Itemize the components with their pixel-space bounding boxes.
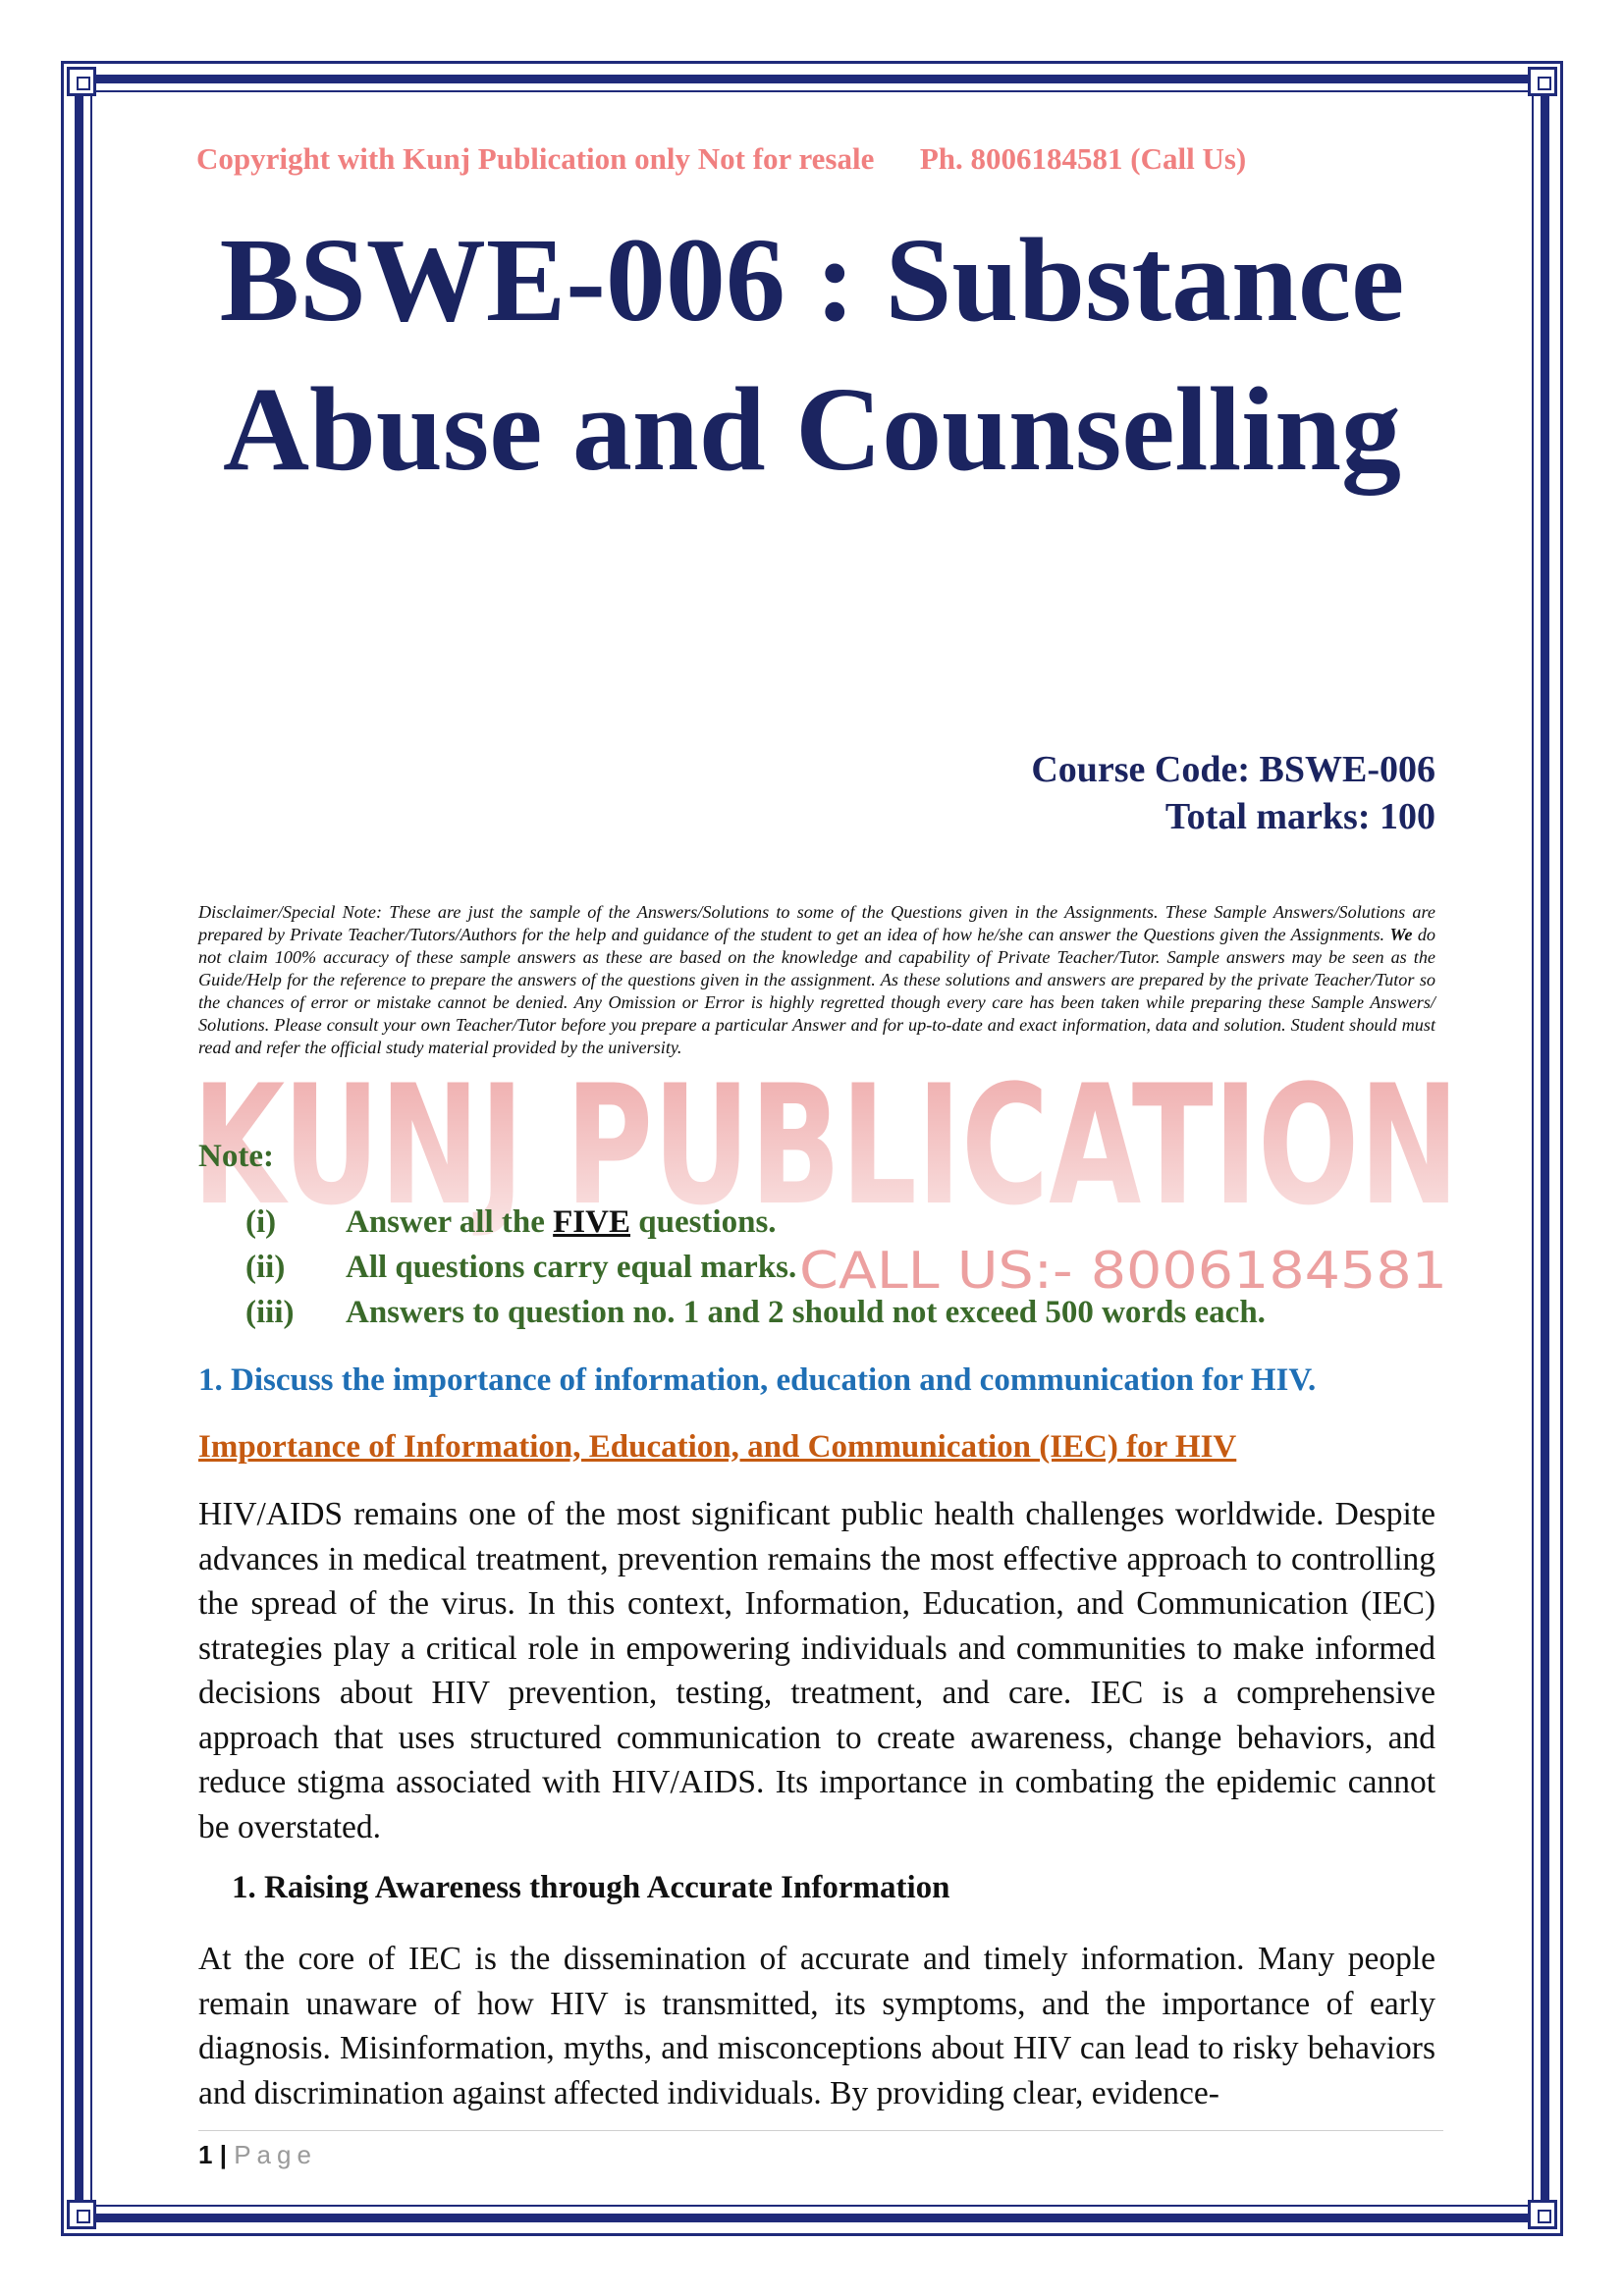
note-item xyxy=(245,1245,1424,1290)
note-list xyxy=(245,1200,1424,1335)
border-corner-ornament xyxy=(1528,67,1557,96)
phone-text: Ph. 8006184581 (Call Us) xyxy=(919,141,1247,176)
note-item-pre: Answer all the xyxy=(346,1204,554,1240)
course-info xyxy=(1031,746,1435,840)
page-footer xyxy=(198,2140,317,2170)
page-number: 1 xyxy=(198,2140,213,2169)
question-1: 1. Discuss the importance of information, education and communication for HIV. xyxy=(198,1362,1317,1398)
copyright-header xyxy=(196,141,1434,177)
total-marks: Total marks: 100 xyxy=(1164,796,1435,837)
answer-paragraph: At the core of IEC is the dissemination of accurate and timely information. Many people remain unaware of how HIV is transmitted, its symptoms, and the importance of early diagnosis. Misinformation, myths, and misconceptions about HIV can lead to risky behaviors and discrimination against affected individuals. By providing clear, evidence- xyxy=(198,1941,1435,2111)
note-item-number: (iii) xyxy=(245,1295,295,1330)
note-item-text xyxy=(346,1200,777,1245)
page-title xyxy=(147,206,1477,505)
border-corner-ornament xyxy=(67,67,96,96)
note-item-text: All questions carry equal marks. xyxy=(346,1250,797,1285)
note-item xyxy=(245,1200,1424,1245)
disclaimer-lead: Disclaimer/Special Note: These are just the sample of the Answers/Solutions to some of the Questions given in the Assignments. These Sample Answers/Solutions are prepared by Private Teacher/Tutors/Authors for the help and guidance of the student to get an idea of how he/she can answer the Questions given the Assignments. xyxy=(198,902,1435,944)
answer-heading: Importance of Information, Education, and Communication (IEC) for HIV xyxy=(198,1429,1237,1465)
note-item-emphasis: FIVE xyxy=(553,1204,630,1240)
watermark-brand: KUNJ PUBLICATION xyxy=(192,1070,1459,1242)
note-label: Note: xyxy=(198,1139,274,1174)
disclaimer-we: We xyxy=(1389,925,1413,944)
note-item-number: (ii) xyxy=(245,1250,286,1285)
disclaimer-rest: do not claim 100% accuracy of these sample answers as these are based on the knowledge and capability of Private Teacher/Tutor. Sample answers may be seen as the Guide/Help for the reference to prepare the answers of the questions given in the assignment. As these solutions and answers are prepared by the private Teacher/Tutor so the chances of error or mistake cannot be denied. Any Omission or Error is highly regretted though every care has been taken while preparing these Sample Answers/ Solutions. Please consult your own Teacher/Tutor before you prepare a particular Answer and for up-to-date and exact information, data and solution. Student should must read and refer the official study material provided by the university. xyxy=(198,925,1436,1057)
disclaimer xyxy=(198,901,1435,1059)
page-separator: | xyxy=(219,2140,227,2169)
note-item-text: Answers to question no. 1 and 2 should not exceed 500 words each. xyxy=(346,1295,1266,1330)
page-word: Page xyxy=(234,2140,317,2169)
answer-subheading: 1. Raising Awareness through Accurate Information xyxy=(232,1870,950,1905)
course-code: Course Code: BSWE-006 xyxy=(1031,749,1435,790)
title-line-2: Abuse and Counselling xyxy=(222,363,1402,496)
note-item-number: (i) xyxy=(245,1204,277,1240)
note-item-post: questions. xyxy=(629,1204,777,1240)
footer-divider xyxy=(198,2130,1443,2131)
copyright-text: Copyright with Kunj Publication only Not for resale xyxy=(196,141,875,176)
title-line-1: BSWE-006 : Substance xyxy=(219,214,1405,347)
note-item xyxy=(245,1290,1424,1335)
answer-paragraph: HIV/AIDS remains one of the most significant public health challenges worldwide. Despite advances in medical treatment, prevention remains the most effective approach to controlling the spread of the virus. In this context, Information, Education, and Communication (IEC) strategies play a critical role in empowering individuals and communities to make informed decisions about HIV prevention, testing, treatment, and care. IEC is a comprehensive approach that uses structured communication to create awareness, change behaviors, and reduce stigma associated with HIV/AIDS. Its importance in combating the epidemic cannot be overstated. xyxy=(198,1496,1435,1845)
watermark-call: CALL US:- 8006184581 xyxy=(799,1242,1447,1301)
border-corner-ornament xyxy=(1528,2200,1557,2229)
border-corner-ornament xyxy=(67,2200,96,2229)
